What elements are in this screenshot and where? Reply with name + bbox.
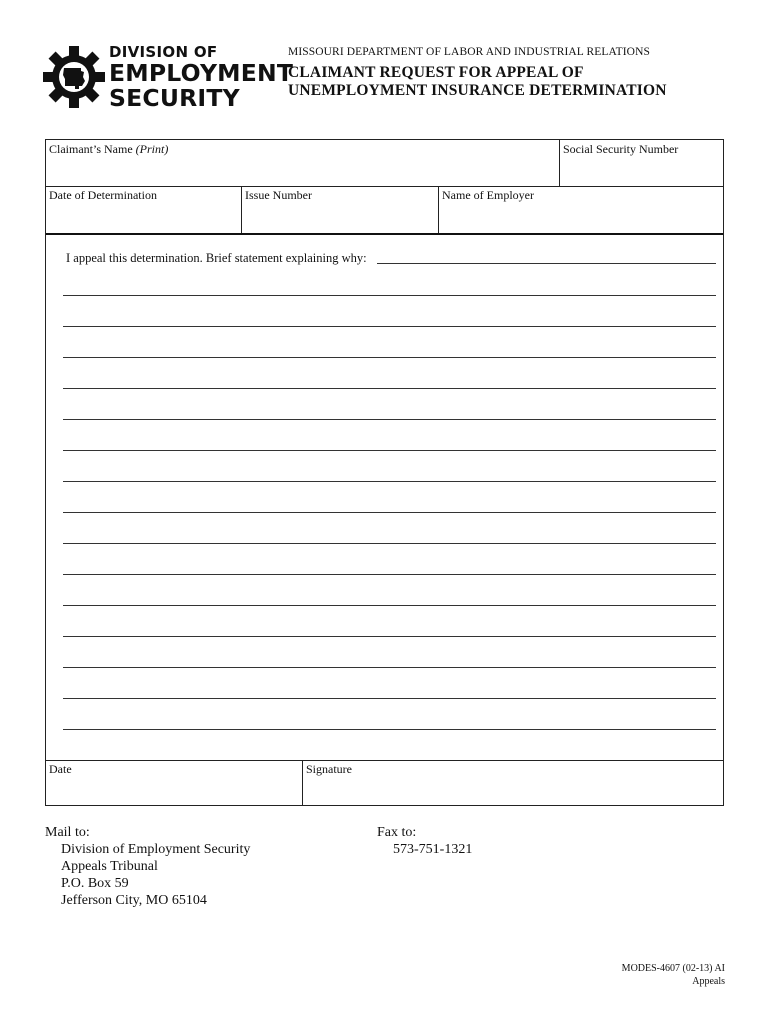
divider — [46, 233, 723, 235]
claimant-name-field[interactable] — [48, 158, 558, 184]
divider — [46, 760, 723, 761]
writing-line — [63, 667, 716, 668]
mail-to-heading: Mail to: — [45, 825, 90, 840]
writing-line — [63, 388, 716, 389]
divider — [559, 140, 560, 186]
signature-label: Signature — [306, 762, 352, 776]
writing-line — [63, 574, 716, 575]
form-title-line-1: CLAIMANT REQUEST FOR APPEAL OF — [288, 64, 584, 81]
mail-to-block — [45, 824, 250, 909]
writing-line — [63, 543, 716, 544]
ssn-field[interactable] — [562, 158, 722, 184]
employer-name-label: Name of Employer — [442, 188, 534, 202]
divider — [241, 186, 242, 233]
employer-name-field[interactable] — [441, 204, 721, 230]
mail-address-line-2: Appeals Tribunal — [61, 859, 158, 874]
logo-line-2: EMPLOYMENT — [109, 59, 294, 87]
writing-line — [63, 450, 716, 451]
date-of-determination-field[interactable] — [48, 204, 238, 230]
date-of-determination-label: Date of Determination — [49, 188, 157, 202]
mail-address-line-4: Jefferson City, MO 65104 — [61, 893, 207, 908]
form-code: MODES-4607 (02-13) AI — [621, 963, 725, 974]
gear-missouri-icon — [43, 46, 105, 108]
statement-label: I appeal this determination. Brief statement explaining why: — [66, 251, 367, 265]
claimant-name-label: Claimant’s Name (Print) — [49, 142, 169, 156]
writing-line — [63, 326, 716, 327]
fax-number: 573-751-1321 — [393, 842, 473, 857]
signature-field[interactable] — [305, 778, 721, 804]
fax-to-heading: Fax to: — [377, 825, 417, 840]
writing-line — [63, 605, 716, 606]
logo-line-1: DIVISION OF — [109, 43, 218, 61]
mail-address-line-3: P.O. Box 59 — [61, 876, 129, 891]
issue-number-label: Issue Number — [245, 188, 312, 202]
divider — [438, 186, 439, 233]
statement-textarea[interactable] — [64, 248, 716, 728]
divider — [302, 760, 303, 805]
writing-line — [63, 729, 716, 730]
division-logo — [43, 43, 294, 112]
logo-line-3: SECURITY — [109, 84, 240, 112]
appeal-form — [45, 139, 724, 806]
date-label: Date — [49, 762, 72, 776]
form-footer — [622, 962, 725, 988]
writing-line — [63, 698, 716, 699]
date-field[interactable] — [48, 778, 298, 804]
writing-line — [63, 481, 716, 482]
writing-line — [63, 512, 716, 513]
form-department: Appeals — [692, 976, 725, 987]
writing-line — [63, 357, 716, 358]
divider — [46, 186, 723, 187]
writing-line — [63, 295, 716, 296]
mail-address-line-1: Division of Employment Security — [61, 842, 251, 857]
department-name: MISSOURI DEPARTMENT OF LABOR AND INDUSTRIAL RELATIONS — [288, 46, 650, 58]
writing-line — [63, 419, 716, 420]
fax-to-block — [377, 824, 472, 858]
form-title-line-2: UNEMPLOYMENT INSURANCE DETERMINATION — [288, 82, 667, 99]
issue-number-field[interactable] — [244, 204, 436, 230]
writing-line — [377, 263, 716, 264]
ssn-label: Social Security Number — [563, 142, 679, 156]
writing-line — [63, 636, 716, 637]
